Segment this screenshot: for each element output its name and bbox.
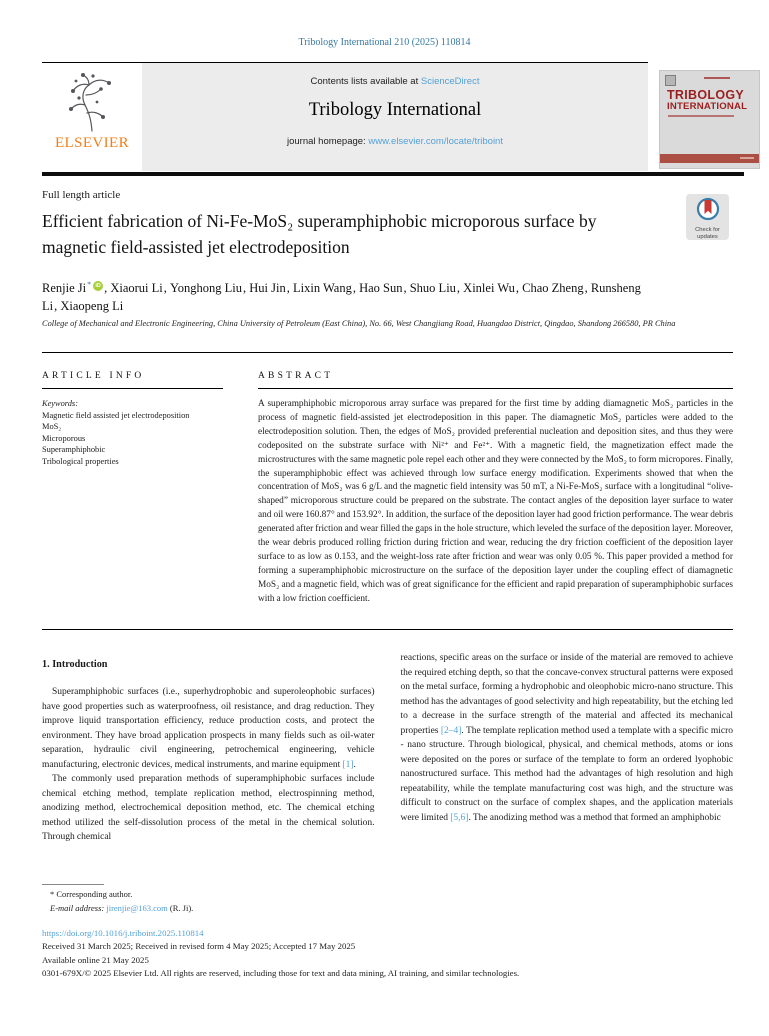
cover-editors-bar: [668, 115, 734, 117]
homepage-prefix: journal homepage:: [287, 136, 369, 147]
author-separator: ,: [456, 281, 464, 296]
citation-link[interactable]: [1]: [342, 759, 354, 770]
footnote-rule: [42, 884, 104, 885]
article-title: Efficient fabrication of Ni-Fe-MoS₂ superamphiphobic microporous surface by magnetic field-assisted jet electrodeposition: [42, 211, 597, 257]
copyright-line: 0301-679X/© 2025 Elsevier Ltd. All rights are reserved, including those for text and data mining, AI training, and similar technologies.: [42, 968, 520, 979]
keywords-label: Keywords:: [42, 399, 78, 408]
orcid-icon[interactable]: iD: [93, 281, 103, 291]
keyword: Microporous: [42, 433, 86, 443]
author-name: Runsheng Li: [42, 281, 641, 313]
divider-affiliation: [42, 352, 733, 353]
keyword: MoS₂: [42, 422, 62, 431]
author-separator: ,: [163, 281, 171, 296]
keyword: Magnetic field assisted jet electrodeposition: [42, 410, 190, 420]
email-line: [42, 902, 375, 916]
affiliation: College of Mechanical and Electronic Engineering, China University of Petroleum (East China), No. 66, West Changjiang Road, Huangdao District, Qingdao, Shandong 266580, PR China: [42, 319, 676, 328]
cover-issn-bar: [704, 77, 730, 79]
article-info-heading: ARTICLE INFO: [42, 371, 145, 381]
author-name: Hui Jin: [249, 281, 286, 296]
contents-line: [142, 76, 648, 87]
journal-cover-thumbnail[interactable]: [659, 70, 760, 169]
author-separator: ,: [104, 281, 111, 296]
author-name: Renjie Ji: [42, 281, 87, 296]
cover-title-line2: INTERNATIONAL: [667, 101, 748, 112]
paragraph: The commonly used preparation methods of superamphiphobic surfaces include chemical etching method, template replication method, electrospinning method, anodizing method, electrochemical deposition method, etc. The chemical etching method utilized the self-dissolution process of the metal in the chemical solution. Through chemical: [42, 774, 375, 842]
abstract-column: [258, 371, 733, 607]
check-updates-label: Check for updates: [695, 227, 720, 240]
intro-col-left-wrap: [42, 651, 375, 845]
author-name: Yonghong Liu: [170, 281, 243, 296]
author-name: Hao Sun: [359, 281, 403, 296]
intro-col-left: [42, 685, 375, 845]
cover-title-line1: TRIBOLOGY: [667, 88, 745, 102]
keyword-list: [42, 410, 223, 468]
info-abstract-section: [42, 371, 733, 607]
author-separator: ,: [515, 281, 523, 296]
sciencedirect-link[interactable]: ScienceDirect: [420, 76, 480, 87]
available-online: Available online 21 May 2025: [42, 954, 149, 965]
cover-logo-icon: [665, 75, 676, 86]
journal-reference: Tribology International 210 (2025) 110814: [298, 37, 471, 48]
abstract-rule: [258, 388, 733, 389]
paragraph: Superamphiphobic surfaces (i.e., superhydrophobic and superoleophobic surfaces) have good properties such as waterproofness, oil resistance, and drag reduction. They improve liquid transportation efficiency, reduce production costs, and protect the environment. They have broad application prospects in many fields such as oil-water separation, hydraulic civil engineering, petrochemical engineering, vehicle manufacturing, electronic devices, medical instruments, and marine equipment [1].: [42, 687, 375, 770]
author-name: Xinlei Wu: [463, 281, 515, 296]
abstract-text: A superamphiphobic microporous array surface was prepared for the first time by adding diamagnetic MoS₂ particles in the process of magnetic field-assisted jet electrodeposition in this paper. The diamagnetic MoS₂ particles were added to the electrodeposition solution. Then, the edges of MoS₂ provided preferential nucleation and deposition sites, and thus they were codeposited on the substrate surface with Ni²⁺ and Fe²⁺. With a magnetic field, the magnetization effect made the microstructures with the same magnetic pole repel each other and they were connected by the MoS₂ to form micropores. Finally, the superamphiphobic effect was achieved through low surface energy modification. Experiments showed that when the concentration of MoS₂ was 6 g/L and the magnetic field intensity was 50 mT, a Ni-Fe-MoS₂ surface with a longitudinal “olive-shaped” microporous structure could be prepared on the substrate. The contact angles of the deposition layer surface to water and oil were 160.87° and 153.92°. In addition, the surface of the deposition layer had good friction performance. The wear debris generated after friction and wear filled the gaps in the hole structure, which leveled the surface of the deposition layer. Moreover, the wear debris produced rolling friction during friction and wear, reducing the dry friction coefficient of the deposition layer surface to as low as 0.153, and the weight-loss rate after friction and wear was only 0.05 %. This paper provided a method for forming a superamphiphobic microstructure on the surface of the deposition layer under the coupling effect of diamagnetic MoS₂ and a magnetic field, which was of great significance for the efficient and rapid preparation of superamphiphobic surfaces with a low friction coefficient.: [258, 399, 733, 604]
article-type-label: Full length article: [42, 189, 121, 201]
elsevier-tree-icon: [63, 69, 121, 133]
section-heading: 1. Introduction: [42, 659, 108, 670]
intro-col-right: [401, 651, 734, 845]
author-separator: ,: [584, 281, 591, 296]
citation-link[interactable]: [2–4]: [440, 725, 462, 736]
author-separator: ,: [403, 281, 410, 296]
author-name: Xiaorui Li: [110, 281, 163, 296]
author-separator: ,: [243, 281, 250, 296]
footer-block: [42, 927, 733, 981]
paragraph: reactions, specific areas on the surface or inside of the material are removed to achieve the required etching depth, so that the concave-convex structural patterns were exposed on the metal surface, forming a hydrophobic and oleophobic micro-nano structure. This method has the advantages of good selectivity and high repeatability, but the etching led to a decrease in the surface strength of the material and affected its mechanical properties [2–4]. The template replication method used a template with a specific micro - nano structure. Through biological, physical, and chemical methods, atoms or ions were deposited on the pores or surface of the template to form an ordered lyophobic nanostructured surface. This method had the advantages of high resolution and high repeatability, while the template manufacturing cost was high, and the structure was difficult to construct on the surface of complex shapes, and the application materials were limited [5,6]. The anodizing method was a method that formed an amphiphobic: [400, 653, 733, 823]
check-updates-icon: [695, 196, 721, 222]
author-separator: ,: [286, 281, 293, 296]
email-label: E-mail address:: [50, 902, 105, 913]
cover-band-text-bar: [740, 157, 754, 159]
email-suffix: (R. Ji).: [167, 902, 194, 913]
author-list: [42, 276, 682, 315]
divider-body: [42, 629, 733, 630]
homepage-line: [142, 136, 648, 147]
keyword: Tribological properties: [42, 456, 119, 466]
article-info-rule: [42, 388, 223, 389]
author-name: Xiaopeng Li: [60, 298, 124, 313]
citation-link[interactable]: [5,6]: [450, 812, 469, 823]
introduction-section: [42, 651, 733, 845]
author-separator: ,: [352, 281, 360, 296]
journal-banner: [42, 62, 648, 171]
author-separator: ,: [54, 298, 61, 313]
author-name: Shuo Liu: [409, 281, 456, 296]
banner-center: [142, 63, 648, 171]
footnote-block: [42, 884, 375, 915]
elsevier-logo[interactable]: [42, 63, 142, 171]
article-info-column: [42, 371, 223, 607]
homepage-link[interactable]: www.elsevier.com/locate/triboint: [368, 136, 503, 147]
corresponding-author-note: * Corresponding author.: [50, 889, 133, 899]
header-thick-divider: [42, 172, 744, 176]
contents-prefix: Contents lists available at: [310, 76, 421, 87]
keyword: Superamphiphobic: [42, 445, 106, 454]
doi-link[interactable]: https://doi.org/10.1016/j.triboint.2025.110814: [42, 928, 204, 938]
check-for-updates-badge[interactable]: [686, 194, 729, 240]
abstract-heading: ABSTRACT: [258, 371, 334, 381]
author-name: Lixin Wang: [293, 281, 352, 296]
corresponding-author-marker: *: [87, 280, 92, 289]
received-dates: Received 31 March 2025; Received in revised form 4 May 2025; Accepted 17 May 2025: [42, 941, 356, 952]
banner-journal-title: Tribology International: [308, 100, 482, 120]
elsevier-wordmark: ELSEVIER: [54, 135, 130, 151]
email-link[interactable]: jirenjie@163.com: [106, 902, 168, 913]
author-name: Chao Zheng: [522, 281, 584, 296]
